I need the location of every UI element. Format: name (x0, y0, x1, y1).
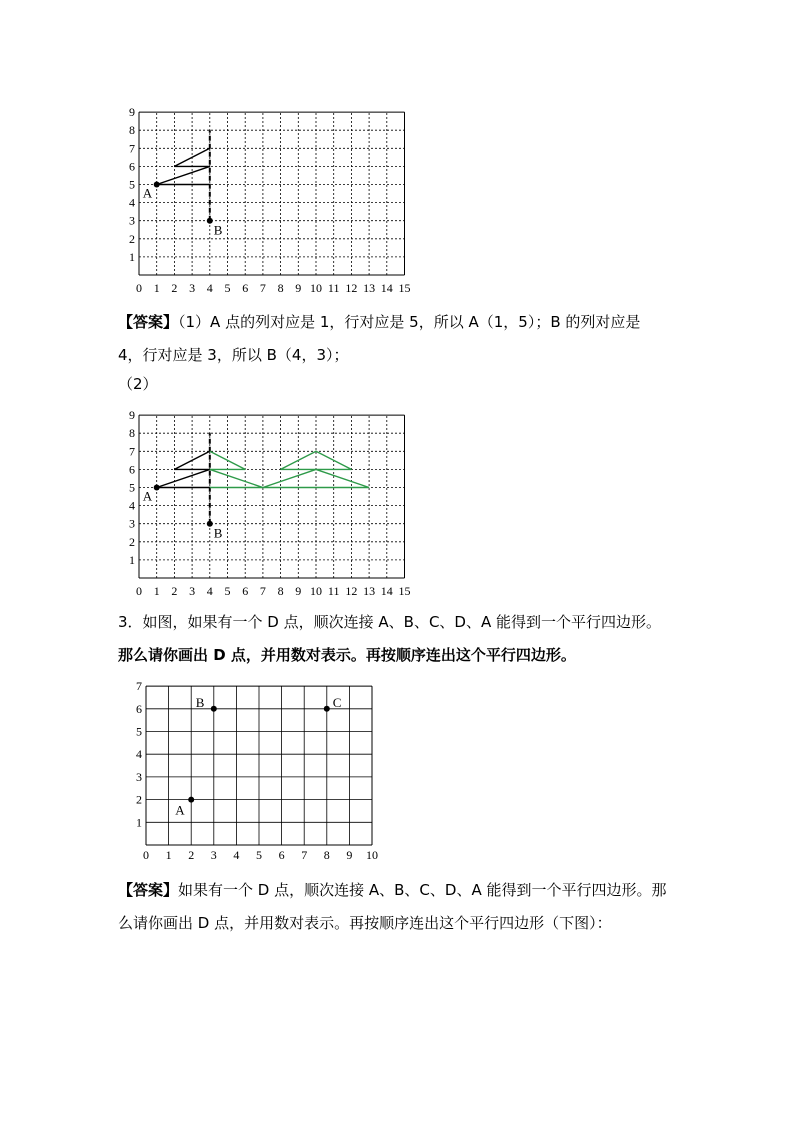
x-tick-label: 1 (153, 281, 160, 295)
y-tick-label: 5 (129, 177, 135, 192)
y-tick-label: 3 (136, 769, 142, 784)
y-tick-label: 5 (136, 724, 142, 739)
y-tick-label: 7 (129, 141, 135, 156)
x-tick-label: 12 (345, 584, 358, 598)
answer-label: 【答案】 (118, 313, 179, 331)
x-tick-label: 3 (189, 584, 196, 598)
x-tick-label: 7 (301, 848, 308, 862)
x-tick-label: 4 (206, 281, 213, 295)
y-tick-label: 8 (129, 123, 135, 138)
y-tick-label: 9 (129, 105, 135, 120)
point-label-C: C (332, 694, 342, 710)
x-tick-label: 11 (327, 281, 340, 295)
x-tick-label: 6 (278, 848, 285, 862)
y-tick-label: 3 (129, 516, 135, 531)
answer-3-line-1 (118, 880, 666, 900)
y-tick-label: 2 (129, 231, 135, 246)
answer-1-line-2: 4，行对应是 3，所以 B（4，3）； (118, 346, 349, 364)
x-tick-label: 13 (363, 281, 376, 295)
x-tick-label: 5 (224, 281, 231, 295)
x-tick-label: 6 (242, 584, 249, 598)
x-tick-label: 14 (380, 281, 393, 295)
x-tick-label: 9 (346, 848, 353, 862)
x-tick-label: 3 (210, 848, 217, 862)
point-label-B: B (195, 694, 205, 710)
point-C (324, 706, 330, 712)
x-tick-label: 2 (171, 281, 178, 295)
y-tick-label: 7 (136, 679, 142, 694)
answer-1-line-3: （2） (118, 375, 158, 393)
y-tick-label: 2 (136, 792, 142, 807)
point-label-A: A (175, 802, 185, 818)
y-tick-label: 5 (129, 480, 135, 495)
y-tick-label: 6 (129, 159, 135, 174)
x-tick-label: 2 (188, 848, 195, 862)
x-tick-label: 2 (171, 584, 178, 598)
y-tick-label: 2 (129, 534, 135, 549)
x-tick-label: 12 (345, 281, 358, 295)
question-3-line-1: 3．如图，如果有一个 D 点，顺次连接 A、B、C、D、A 能得到一个平行四边形。 (118, 613, 662, 631)
answer-1-text-1: （1）A 点的列对应是 1，行对应是 5，所以 A（1，5）；B 的列对应是 (178, 313, 641, 331)
x-tick-label: 0 (143, 848, 149, 862)
x-tick-label: 8 (277, 584, 284, 598)
x-tick-label: 14 (380, 584, 393, 598)
x-tick-label: 10 (366, 848, 378, 862)
x-tick-label: 10 (310, 281, 322, 295)
x-tick-label: 15 (398, 281, 411, 295)
y-tick-label: 9 (129, 408, 135, 423)
x-tick-label: 7 (259, 281, 266, 295)
point-label-B: B (213, 525, 223, 541)
answer-3-line-2: 么请你画出 D 点，并用数对表示。再按顺序连出这个平行四边形（下图）： (118, 914, 612, 932)
y-tick-label: 7 (129, 444, 135, 459)
x-tick-label: 5 (224, 584, 231, 598)
x-tick-label: 8 (277, 281, 284, 295)
y-tick-label: 6 (129, 462, 135, 477)
x-tick-label: 9 (295, 584, 302, 598)
point-label-A: A (142, 488, 153, 504)
y-tick-label: 1 (129, 552, 135, 567)
y-tick-label: 4 (129, 498, 135, 513)
x-tick-label: 6 (242, 281, 249, 295)
y-tick-label: 3 (129, 213, 135, 228)
x-tick-label: 4 (206, 584, 213, 598)
y-tick-label: 1 (136, 815, 142, 830)
answer-3-text-1: 如果有一个 D 点，顺次连接 A、B、C、D、A 能得到一个平行四边形。那 (178, 881, 667, 899)
x-tick-label: 10 (310, 584, 322, 598)
y-tick-label: 4 (129, 195, 135, 210)
x-tick-label: 13 (363, 584, 376, 598)
answer-label-3: 【答案】 (118, 881, 179, 899)
x-tick-label: 1 (165, 848, 172, 862)
x-tick-label: 4 (233, 848, 240, 862)
point-label-B: B (213, 222, 223, 238)
y-tick-label: 1 (129, 249, 135, 264)
point-A (188, 797, 194, 803)
x-tick-label: 0 (136, 281, 142, 295)
x-tick-label: 3 (189, 281, 196, 295)
x-tick-label: 9 (295, 281, 302, 295)
point-label-A: A (142, 185, 153, 201)
question-3-line-2: 那么请你画出 D 点，并用数对表示。再按顺序连出这个平行四边形。 (118, 646, 576, 664)
x-tick-label: 11 (327, 584, 340, 598)
y-tick-label: 4 (136, 747, 142, 762)
y-tick-label: 6 (136, 701, 142, 716)
point-B (211, 706, 217, 712)
x-tick-label: 8 (323, 848, 330, 862)
x-tick-label: 0 (136, 584, 142, 598)
y-tick-label: 8 (129, 426, 135, 441)
x-tick-label: 15 (398, 584, 411, 598)
x-tick-label: 7 (259, 584, 266, 598)
x-tick-label: 1 (153, 584, 160, 598)
x-tick-label: 5 (256, 848, 262, 862)
